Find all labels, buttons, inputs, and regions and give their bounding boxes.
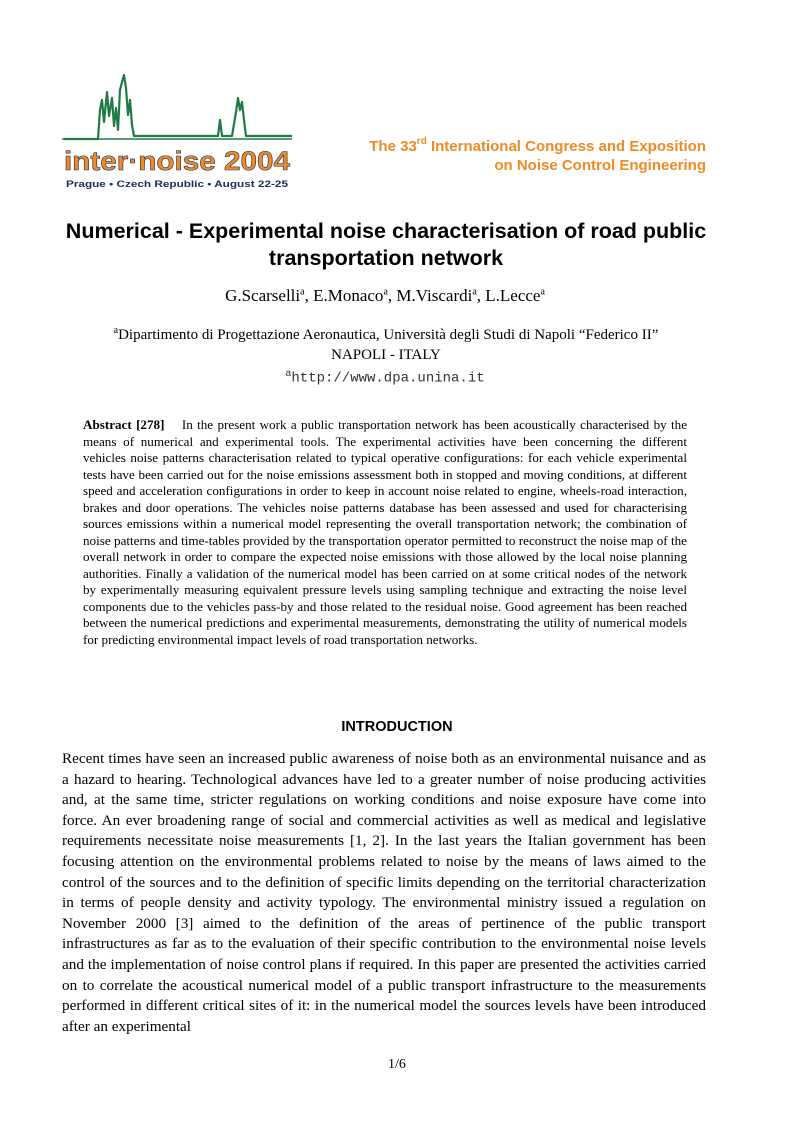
author-name: L.Lecce — [485, 286, 541, 305]
conference-line-2: on Noise Control Engineering — [494, 157, 706, 174]
inter-noise-2004-logo — [62, 70, 294, 192]
author-name: M.Viscardi — [396, 286, 473, 305]
affiliation-city: NAPOLI - ITALY — [331, 347, 441, 363]
conference-header — [286, 137, 706, 175]
author-affil-marker: a — [300, 286, 305, 298]
paper-title: Numerical - Experimental noise characterisation of road public transportation network — [65, 219, 707, 270]
author-affil-marker: a — [472, 286, 477, 298]
abstract-text: In the present work a public transportation network has been acoustically characterised by the means of numerical and experimental tools. The experimental activities have been concerning the different vehicles noise patterns characterisation related to typical operative configurations: for each vehicle experimental tests have been carried out for the noise emissions assessment both in stopped and moving conditions, at different speed and acceleration configurations in order to keep in account noise related to engine, wheels-road interaction, brakes and door operations. The vehicles noise patterns database has been assessed and used for characterising sources emissions within a numerical model representing the overall transportation network; the combination of noise patterns and time-tables provided by the transportation operator permitted to reconstruct the noise map of the overall network in order to compare the expected noise emissions with those allowed by the local noise planning authorities. Finally a validation of the numerical model has been carried on at some critical nodes of the network by experimentally measuring equivalent pressure levels using sampling technique and extracting the noise level components due to the vehicles pass-by and those related to the residual noise. Good agreement has been reached between the numerical predictions and experimental measurements, demonstrating the utility of numerical models for predicting environmental impact levels of road transportation networks. — [83, 417, 688, 647]
introduction-heading: INTRODUCTION — [341, 719, 453, 735]
affiliation-department: Dipartimento di Progettazione Aeronautica, Università degli Studi di Napoli “Federico II” — [118, 327, 659, 343]
affiliation-url[interactable]: http://www.dpa.unina.it — [291, 370, 485, 387]
author-separator: , — [476, 286, 486, 305]
author-list — [0, 286, 770, 306]
conference-ordinal-suffix: rd — [416, 136, 427, 147]
author-name: G.Scarselli — [225, 286, 301, 305]
author-separator: , — [304, 286, 314, 305]
author-affil-marker: a — [540, 286, 545, 298]
introduction-text: Recent times have seen an increased public awareness of noise both as an environmental nuisance and as a hazard to hearing. Technological advances have led to a greater number of noise producing activities and, at the same time, stricter regulations on working conditions and noise exposure have come into force. An ever broadening range of social and commercial activities as well as medical and legislative requirements necessitate noise measurements [1, 2]. In the last years the Italian government has been focusing attention on the environmental problems related to noise by the means of laws aimed to the control of the sources and to the definition of specific limits depending on the territorial characterization in terms of people density and activity typology. The environmental ministry issued a regulation on November 2000 [3] aimed to the definition of the areas of pertinence of the public transport infrastructures as far as to the evaluation of their specific contribution to the environmental noise levels and the implementation of noise control plans if required. In this paper are presented the activities carried on to correlate the acoustical numerical model of a public transport infrastructure to the measurements performed in different critical sites of it: in the numerical model the sources levels have been introduced after an experimental — [62, 750, 706, 1035]
abstract — [83, 417, 687, 648]
conference-ordinal: The 33 — [369, 138, 417, 155]
affiliation-url-line — [0, 369, 770, 387]
prague-skyline-icon — [64, 75, 292, 139]
author-separator: , — [387, 286, 397, 305]
abstract-label: Abstract [278] — [83, 417, 165, 432]
author-name: E.Monaco — [313, 286, 384, 305]
logo-tagline: Prague • Czech Republic • August 22-25 — [66, 179, 288, 189]
logo-brand-text: inter·noise 2004 — [64, 146, 290, 176]
url-marker: a — [285, 369, 292, 380]
conference-line-1 — [286, 137, 706, 156]
affiliation — [60, 321, 712, 365]
page-number: 1/6 — [388, 1057, 406, 1072]
affiliation-marker: a — [113, 325, 119, 336]
author-affil-marker: a — [383, 286, 388, 298]
conference-name: International Congress and Exposition — [426, 138, 706, 155]
